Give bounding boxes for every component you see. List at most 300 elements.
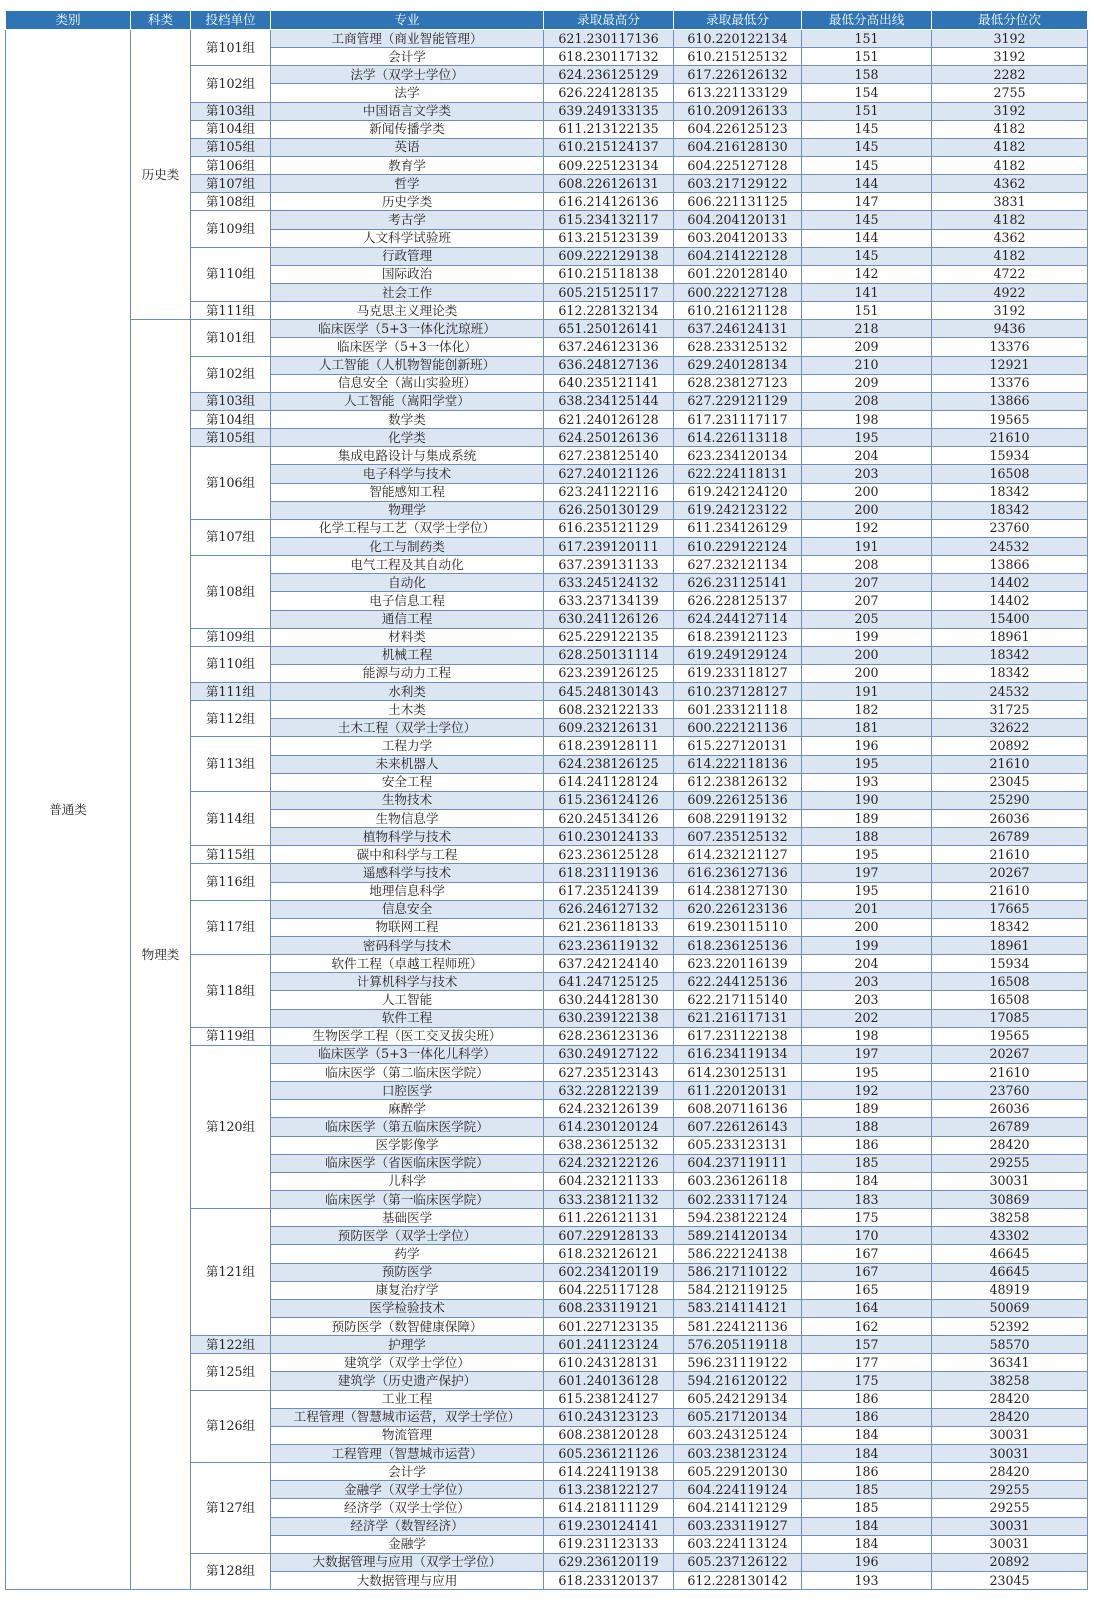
max-score-cell: 630.239122138	[544, 1009, 674, 1027]
min-score-cell: 603.217129122	[674, 175, 802, 193]
group-cell: 第108组	[191, 556, 271, 629]
min-score-cell: 617.226126132	[674, 66, 802, 84]
major-cell: 大数据管理与应用	[271, 1571, 544, 1589]
max-score-cell: 626.224128135	[544, 84, 674, 102]
above-line-cell: 200	[802, 918, 932, 936]
min-score-cell: 623.220116139	[674, 955, 802, 973]
major-cell: 人工智能（嵩阳学堂）	[271, 392, 544, 410]
major-cell: 建筑学（双学士学位）	[271, 1354, 544, 1372]
rank-cell: 3192	[932, 102, 1088, 120]
min-score-cell: 604.226125123	[674, 120, 802, 138]
rank-cell: 18342	[932, 646, 1088, 664]
above-line-cell: 184	[802, 1426, 932, 1444]
above-line-cell: 196	[802, 1553, 932, 1571]
above-line-cell: 203	[802, 991, 932, 1009]
max-score-cell: 621.236118133	[544, 918, 674, 936]
above-line-cell: 195	[802, 1064, 932, 1082]
max-score-cell: 623.236119132	[544, 937, 674, 955]
group-cell: 第127组	[191, 1463, 271, 1554]
rank-cell: 15934	[932, 447, 1088, 465]
group-cell: 第103组	[191, 102, 271, 120]
rank-cell: 30031	[932, 1535, 1088, 1553]
above-line-cell: 158	[802, 66, 932, 84]
above-line-cell: 195	[802, 882, 932, 900]
min-score-cell: 616.234119134	[674, 1045, 802, 1063]
min-score-cell: 603.204120133	[674, 229, 802, 247]
major-cell: 临床医学（第五临床医学院）	[271, 1118, 544, 1136]
min-score-cell: 619.242124120	[674, 483, 802, 501]
above-line-cell: 189	[802, 1100, 932, 1118]
group-cell: 第110组	[191, 646, 271, 682]
subject-cell: 历史类	[131, 30, 191, 320]
group-cell: 第101组	[191, 30, 271, 66]
rank-cell: 18342	[932, 664, 1088, 682]
major-cell: 金融学（双学士学位）	[271, 1481, 544, 1499]
max-score-cell: 614.218111129	[544, 1499, 674, 1517]
max-score-cell: 611.226121131	[544, 1209, 674, 1227]
min-score-cell: 610.237128127	[674, 683, 802, 701]
rank-cell: 16508	[932, 973, 1088, 991]
major-cell: 哲学	[271, 175, 544, 193]
max-score-cell: 611.213122135	[544, 120, 674, 138]
major-cell: 麻醉学	[271, 1100, 544, 1118]
max-score-cell: 602.234120119	[544, 1263, 674, 1281]
major-cell: 会计学	[271, 48, 544, 66]
rank-cell: 18961	[932, 628, 1088, 646]
group-cell: 第106组	[191, 447, 271, 520]
major-cell: 医学影像学	[271, 1136, 544, 1154]
above-line-cell: 175	[802, 1372, 932, 1390]
above-line-cell: 145	[802, 156, 932, 174]
major-cell: 儿科学	[271, 1172, 544, 1190]
max-score-cell: 629.236120119	[544, 1553, 674, 1571]
above-line-cell: 199	[802, 937, 932, 955]
rank-cell: 20892	[932, 1553, 1088, 1571]
max-score-cell: 621.240126128	[544, 410, 674, 428]
major-cell: 经济学（双学士学位）	[271, 1499, 544, 1517]
min-score-cell: 614.222118136	[674, 755, 802, 773]
header-subject: 科类	[131, 11, 191, 30]
above-line-cell: 204	[802, 447, 932, 465]
min-score-cell: 576.205119118	[674, 1336, 802, 1354]
rank-cell: 3192	[932, 30, 1088, 48]
max-score-cell: 605.236121126	[544, 1444, 674, 1462]
min-score-cell: 610.220122134	[674, 30, 802, 48]
max-score-cell: 651.250126141	[544, 320, 674, 338]
above-line-cell: 191	[802, 537, 932, 555]
max-score-cell: 610.215118138	[544, 265, 674, 283]
max-score-cell: 633.237134139	[544, 592, 674, 610]
min-score-cell: 606.221131125	[674, 193, 802, 211]
major-cell: 材料类	[271, 628, 544, 646]
rank-cell: 18342	[932, 483, 1088, 501]
rank-cell: 4182	[932, 211, 1088, 229]
rank-cell: 26036	[932, 810, 1088, 828]
max-score-cell: 610.215124137	[544, 138, 674, 156]
rank-cell: 26036	[932, 1100, 1088, 1118]
rank-cell: 14402	[932, 592, 1088, 610]
above-line-cell: 197	[802, 1045, 932, 1063]
above-line-cell: 184	[802, 1172, 932, 1190]
rank-cell: 29255	[932, 1154, 1088, 1172]
rank-cell: 26789	[932, 828, 1088, 846]
min-score-cell: 600.222121136	[674, 719, 802, 737]
above-line-cell: 196	[802, 737, 932, 755]
max-score-cell: 610.243123123	[544, 1408, 674, 1426]
max-score-cell: 623.241122116	[544, 483, 674, 501]
above-line-cell: 204	[802, 955, 932, 973]
max-score-cell: 636.248127136	[544, 356, 674, 374]
major-cell: 生物医学工程（医工交叉拔尖班）	[271, 1027, 544, 1045]
rank-cell: 23760	[932, 1082, 1088, 1100]
min-score-cell: 621.216117131	[674, 1009, 802, 1027]
above-line-cell: 167	[802, 1245, 932, 1263]
group-cell: 第112组	[191, 701, 271, 737]
rank-cell: 13376	[932, 374, 1088, 392]
above-line-cell: 203	[802, 465, 932, 483]
above-line-cell: 189	[802, 810, 932, 828]
above-line-cell: 184	[802, 1517, 932, 1535]
max-score-cell: 628.250131114	[544, 646, 674, 664]
rank-cell: 15934	[932, 955, 1088, 973]
rank-cell: 52392	[932, 1317, 1088, 1335]
rank-cell: 13866	[932, 392, 1088, 410]
major-cell: 康复治疗学	[271, 1281, 544, 1299]
min-score-cell: 605.242129134	[674, 1390, 802, 1408]
above-line-cell: 195	[802, 755, 932, 773]
rank-cell: 4362	[932, 229, 1088, 247]
max-score-cell: 628.236123136	[544, 1027, 674, 1045]
max-score-cell: 626.246127132	[544, 900, 674, 918]
min-score-cell: 603.224113124	[674, 1535, 802, 1553]
major-cell: 数学类	[271, 410, 544, 428]
above-line-cell: 198	[802, 410, 932, 428]
table-row	[6, 320, 1088, 338]
max-score-cell: 616.214126136	[544, 193, 674, 211]
rank-cell: 38258	[932, 1372, 1088, 1390]
max-score-cell: 627.238125140	[544, 447, 674, 465]
admission-score-table	[5, 10, 1088, 1590]
min-score-cell: 611.220120131	[674, 1082, 802, 1100]
rank-cell: 30031	[932, 1517, 1088, 1535]
major-cell: 教育学	[271, 156, 544, 174]
min-score-cell: 602.233117124	[674, 1191, 802, 1209]
max-score-cell: 615.234132117	[544, 211, 674, 229]
major-cell: 工程力学	[271, 737, 544, 755]
min-score-cell: 589.214120134	[674, 1227, 802, 1245]
max-score-cell: 608.238120128	[544, 1426, 674, 1444]
min-score-cell: 603.233119127	[674, 1517, 802, 1535]
rank-cell: 46645	[932, 1263, 1088, 1281]
min-score-cell: 626.231125141	[674, 574, 802, 592]
group-cell: 第113组	[191, 737, 271, 791]
major-cell: 临床医学（5+3一体化）	[271, 338, 544, 356]
max-score-cell: 624.232126139	[544, 1100, 674, 1118]
min-score-cell: 614.226113118	[674, 429, 802, 447]
above-line-cell: 145	[802, 138, 932, 156]
rank-cell: 17085	[932, 1009, 1088, 1027]
major-cell: 软件工程	[271, 1009, 544, 1027]
above-line-cell: 190	[802, 791, 932, 809]
above-line-cell: 151	[802, 102, 932, 120]
major-cell: 大数据管理与应用（双学士学位）	[271, 1553, 544, 1571]
min-score-cell: 601.233121118	[674, 701, 802, 719]
min-score-cell: 586.222124138	[674, 1245, 802, 1263]
major-cell: 碳中和科学与工程	[271, 846, 544, 864]
major-cell: 工程管理（智慧城市运营）	[271, 1444, 544, 1462]
max-score-cell: 637.242124140	[544, 955, 674, 973]
above-line-cell: 200	[802, 646, 932, 664]
min-score-cell: 622.217115140	[674, 991, 802, 1009]
above-line-cell: 165	[802, 1281, 932, 1299]
rank-cell: 32622	[932, 719, 1088, 737]
major-cell: 机械工程	[271, 646, 544, 664]
max-score-cell: 604.232121133	[544, 1172, 674, 1190]
rank-cell: 19565	[932, 410, 1088, 428]
major-cell: 马克思主义理论类	[271, 302, 544, 320]
above-line-cell: 144	[802, 229, 932, 247]
rank-cell: 3831	[932, 193, 1088, 211]
max-score-cell: 609.225123134	[544, 156, 674, 174]
min-score-cell: 622.224118131	[674, 465, 802, 483]
rank-cell: 50069	[932, 1299, 1088, 1317]
min-score-cell: 615.227120131	[674, 737, 802, 755]
major-cell: 人工智能	[271, 991, 544, 1009]
rank-cell: 43302	[932, 1227, 1088, 1245]
min-score-cell: 603.243125124	[674, 1426, 802, 1444]
rank-cell: 31725	[932, 701, 1088, 719]
group-cell: 第111组	[191, 302, 271, 320]
group-cell: 第108组	[191, 193, 271, 211]
major-cell: 工程管理（智慧城市运营，双学士学位）	[271, 1408, 544, 1426]
min-score-cell: 627.232121134	[674, 556, 802, 574]
group-cell: 第122组	[191, 1336, 271, 1354]
group-cell: 第117组	[191, 900, 271, 954]
above-line-cell: 200	[802, 483, 932, 501]
max-score-cell: 614.224119138	[544, 1463, 674, 1481]
header-unit: 投档单位	[191, 11, 271, 30]
max-score-cell: 620.245134126	[544, 810, 674, 828]
table-row	[6, 30, 1088, 48]
group-cell: 第121组	[191, 1209, 271, 1336]
major-cell: 生物技术	[271, 791, 544, 809]
above-line-cell: 151	[802, 302, 932, 320]
rank-cell: 17665	[932, 900, 1088, 918]
rank-cell: 30031	[932, 1426, 1088, 1444]
major-cell: 土木工程（双学士学位）	[271, 719, 544, 737]
major-cell: 人工智能（人机物智能创新班）	[271, 356, 544, 374]
major-cell: 生物信息学	[271, 810, 544, 828]
min-score-cell: 611.234126129	[674, 519, 802, 537]
max-score-cell: 630.249127122	[544, 1045, 674, 1063]
major-cell: 预防医学（数智健康保障）	[271, 1317, 544, 1335]
major-cell: 临床医学（5+3一体化儿科学）	[271, 1045, 544, 1063]
major-cell: 行政管理	[271, 247, 544, 265]
rank-cell: 30031	[932, 1172, 1088, 1190]
major-cell: 植物科学与技术	[271, 828, 544, 846]
major-cell: 电子信息工程	[271, 592, 544, 610]
major-cell: 计算机科学与技术	[271, 973, 544, 991]
above-line-cell: 192	[802, 1082, 932, 1100]
max-score-cell: 607.229128133	[544, 1227, 674, 1245]
above-line-cell: 170	[802, 1227, 932, 1245]
above-line-cell: 188	[802, 828, 932, 846]
min-score-cell: 627.229121129	[674, 392, 802, 410]
group-cell: 第102组	[191, 356, 271, 392]
max-score-cell: 618.233120137	[544, 1571, 674, 1589]
max-score-cell: 609.222129138	[544, 247, 674, 265]
group-cell: 第109组	[191, 211, 271, 247]
group-cell: 第126组	[191, 1390, 271, 1463]
rank-cell: 19565	[932, 1027, 1088, 1045]
above-line-cell: 193	[802, 1571, 932, 1589]
min-score-cell: 618.239121123	[674, 628, 802, 646]
min-score-cell: 617.231117117	[674, 410, 802, 428]
major-cell: 物流管理	[271, 1426, 544, 1444]
group-cell: 第105组	[191, 429, 271, 447]
rank-cell: 20267	[932, 1045, 1088, 1063]
above-line-cell: 157	[802, 1336, 932, 1354]
max-score-cell: 615.236124126	[544, 791, 674, 809]
rank-cell: 38258	[932, 1209, 1088, 1227]
min-score-cell: 604.214112129	[674, 1499, 802, 1517]
group-cell: 第125组	[191, 1354, 271, 1390]
rank-cell: 21610	[932, 1064, 1088, 1082]
major-cell: 临床医学（省医临床医学院）	[271, 1154, 544, 1172]
max-score-cell: 618.232126121	[544, 1245, 674, 1263]
rank-cell: 28420	[932, 1390, 1088, 1408]
above-line-cell: 191	[802, 683, 932, 701]
major-cell: 国际政治	[271, 265, 544, 283]
min-score-cell: 604.224119124	[674, 1481, 802, 1499]
above-line-cell: 198	[802, 1027, 932, 1045]
max-score-cell: 618.231119136	[544, 864, 674, 882]
rank-cell: 4922	[932, 283, 1088, 301]
group-cell: 第115组	[191, 846, 271, 864]
major-cell: 人文科学试验班	[271, 229, 544, 247]
min-score-cell: 617.231122138	[674, 1027, 802, 1045]
major-cell: 水利类	[271, 683, 544, 701]
group-cell: 第104组	[191, 410, 271, 428]
group-cell: 第114组	[191, 791, 271, 845]
max-score-cell: 609.232126131	[544, 719, 674, 737]
rank-cell: 23045	[932, 773, 1088, 791]
major-cell: 社会工作	[271, 283, 544, 301]
group-cell: 第102组	[191, 66, 271, 102]
min-score-cell: 604.225127128	[674, 156, 802, 174]
rank-cell: 28420	[932, 1408, 1088, 1426]
min-score-cell: 622.244125136	[674, 973, 802, 991]
group-cell: 第107组	[191, 175, 271, 193]
min-score-cell: 596.231119122	[674, 1354, 802, 1372]
rank-cell: 2755	[932, 84, 1088, 102]
min-score-cell: 616.236127136	[674, 864, 802, 882]
major-cell: 电子科学与技术	[271, 465, 544, 483]
max-score-cell: 614.241128124	[544, 773, 674, 791]
above-line-cell: 201	[802, 900, 932, 918]
max-score-cell: 638.234125144	[544, 392, 674, 410]
header-max-score: 录取最高分	[544, 11, 674, 30]
min-score-cell: 614.238127130	[674, 882, 802, 900]
major-cell: 英语	[271, 138, 544, 156]
above-line-cell: 147	[802, 193, 932, 211]
major-cell: 智能感知工程	[271, 483, 544, 501]
major-cell: 历史学类	[271, 193, 544, 211]
group-cell: 第103组	[191, 392, 271, 410]
above-line-cell: 209	[802, 338, 932, 356]
above-line-cell: 200	[802, 501, 932, 519]
rank-cell: 48919	[932, 1281, 1088, 1299]
above-line-cell: 186	[802, 1408, 932, 1426]
group-cell: 第106组	[191, 156, 271, 174]
major-cell: 信息安全（嵩山实验班）	[271, 374, 544, 392]
max-score-cell: 613.238122127	[544, 1481, 674, 1499]
above-line-cell: 210	[802, 356, 932, 374]
major-cell: 地理信息科学	[271, 882, 544, 900]
group-cell: 第105组	[191, 138, 271, 156]
max-score-cell: 616.235121129	[544, 519, 674, 537]
rank-cell: 29255	[932, 1481, 1088, 1499]
rank-cell: 13376	[932, 338, 1088, 356]
max-score-cell: 618.230117132	[544, 48, 674, 66]
max-score-cell: 601.227123135	[544, 1317, 674, 1335]
header-category: 类别	[6, 11, 131, 30]
rank-cell: 14402	[932, 574, 1088, 592]
rank-cell: 9436	[932, 320, 1088, 338]
min-score-cell: 586.217110122	[674, 1263, 802, 1281]
rank-cell: 2282	[932, 66, 1088, 84]
min-score-cell: 613.221133129	[674, 84, 802, 102]
above-line-cell: 184	[802, 1444, 932, 1462]
rank-cell: 12921	[932, 356, 1088, 374]
max-score-cell: 627.240121126	[544, 465, 674, 483]
major-cell: 基础医学	[271, 1209, 544, 1227]
rank-cell: 36341	[932, 1354, 1088, 1372]
major-cell: 软件工程（卓越工程师班）	[271, 955, 544, 973]
admission-table-container	[5, 10, 1087, 1590]
major-cell: 会计学	[271, 1463, 544, 1481]
major-cell: 集成电路设计与集成系统	[271, 447, 544, 465]
group-cell: 第104组	[191, 120, 271, 138]
min-score-cell: 603.236126118	[674, 1172, 802, 1190]
max-score-cell: 601.241123124	[544, 1336, 674, 1354]
rank-cell: 18342	[932, 918, 1088, 936]
min-score-cell: 594.238122124	[674, 1209, 802, 1227]
max-score-cell: 639.249133135	[544, 102, 674, 120]
min-score-cell: 612.238126132	[674, 773, 802, 791]
max-score-cell: 619.231123133	[544, 1535, 674, 1553]
above-line-cell: 154	[802, 84, 932, 102]
above-line-cell: 197	[802, 864, 932, 882]
max-score-cell: 626.250130129	[544, 501, 674, 519]
min-score-cell: 583.214114121	[674, 1299, 802, 1317]
min-score-cell: 581.224121136	[674, 1317, 802, 1335]
rank-cell: 15400	[932, 610, 1088, 628]
max-score-cell: 633.245124132	[544, 574, 674, 592]
group-cell: 第119组	[191, 1027, 271, 1045]
group-cell: 第118组	[191, 955, 271, 1028]
above-line-cell: 151	[802, 30, 932, 48]
above-line-cell: 208	[802, 556, 932, 574]
rank-cell: 3192	[932, 302, 1088, 320]
major-cell: 自动化	[271, 574, 544, 592]
header-rank: 最低分位次	[932, 11, 1088, 30]
max-score-cell: 608.233119121	[544, 1299, 674, 1317]
header-row	[6, 11, 1088, 30]
max-score-cell: 630.244128130	[544, 991, 674, 1009]
group-cell: 第120组	[191, 1045, 271, 1208]
group-cell: 第128组	[191, 1553, 271, 1589]
